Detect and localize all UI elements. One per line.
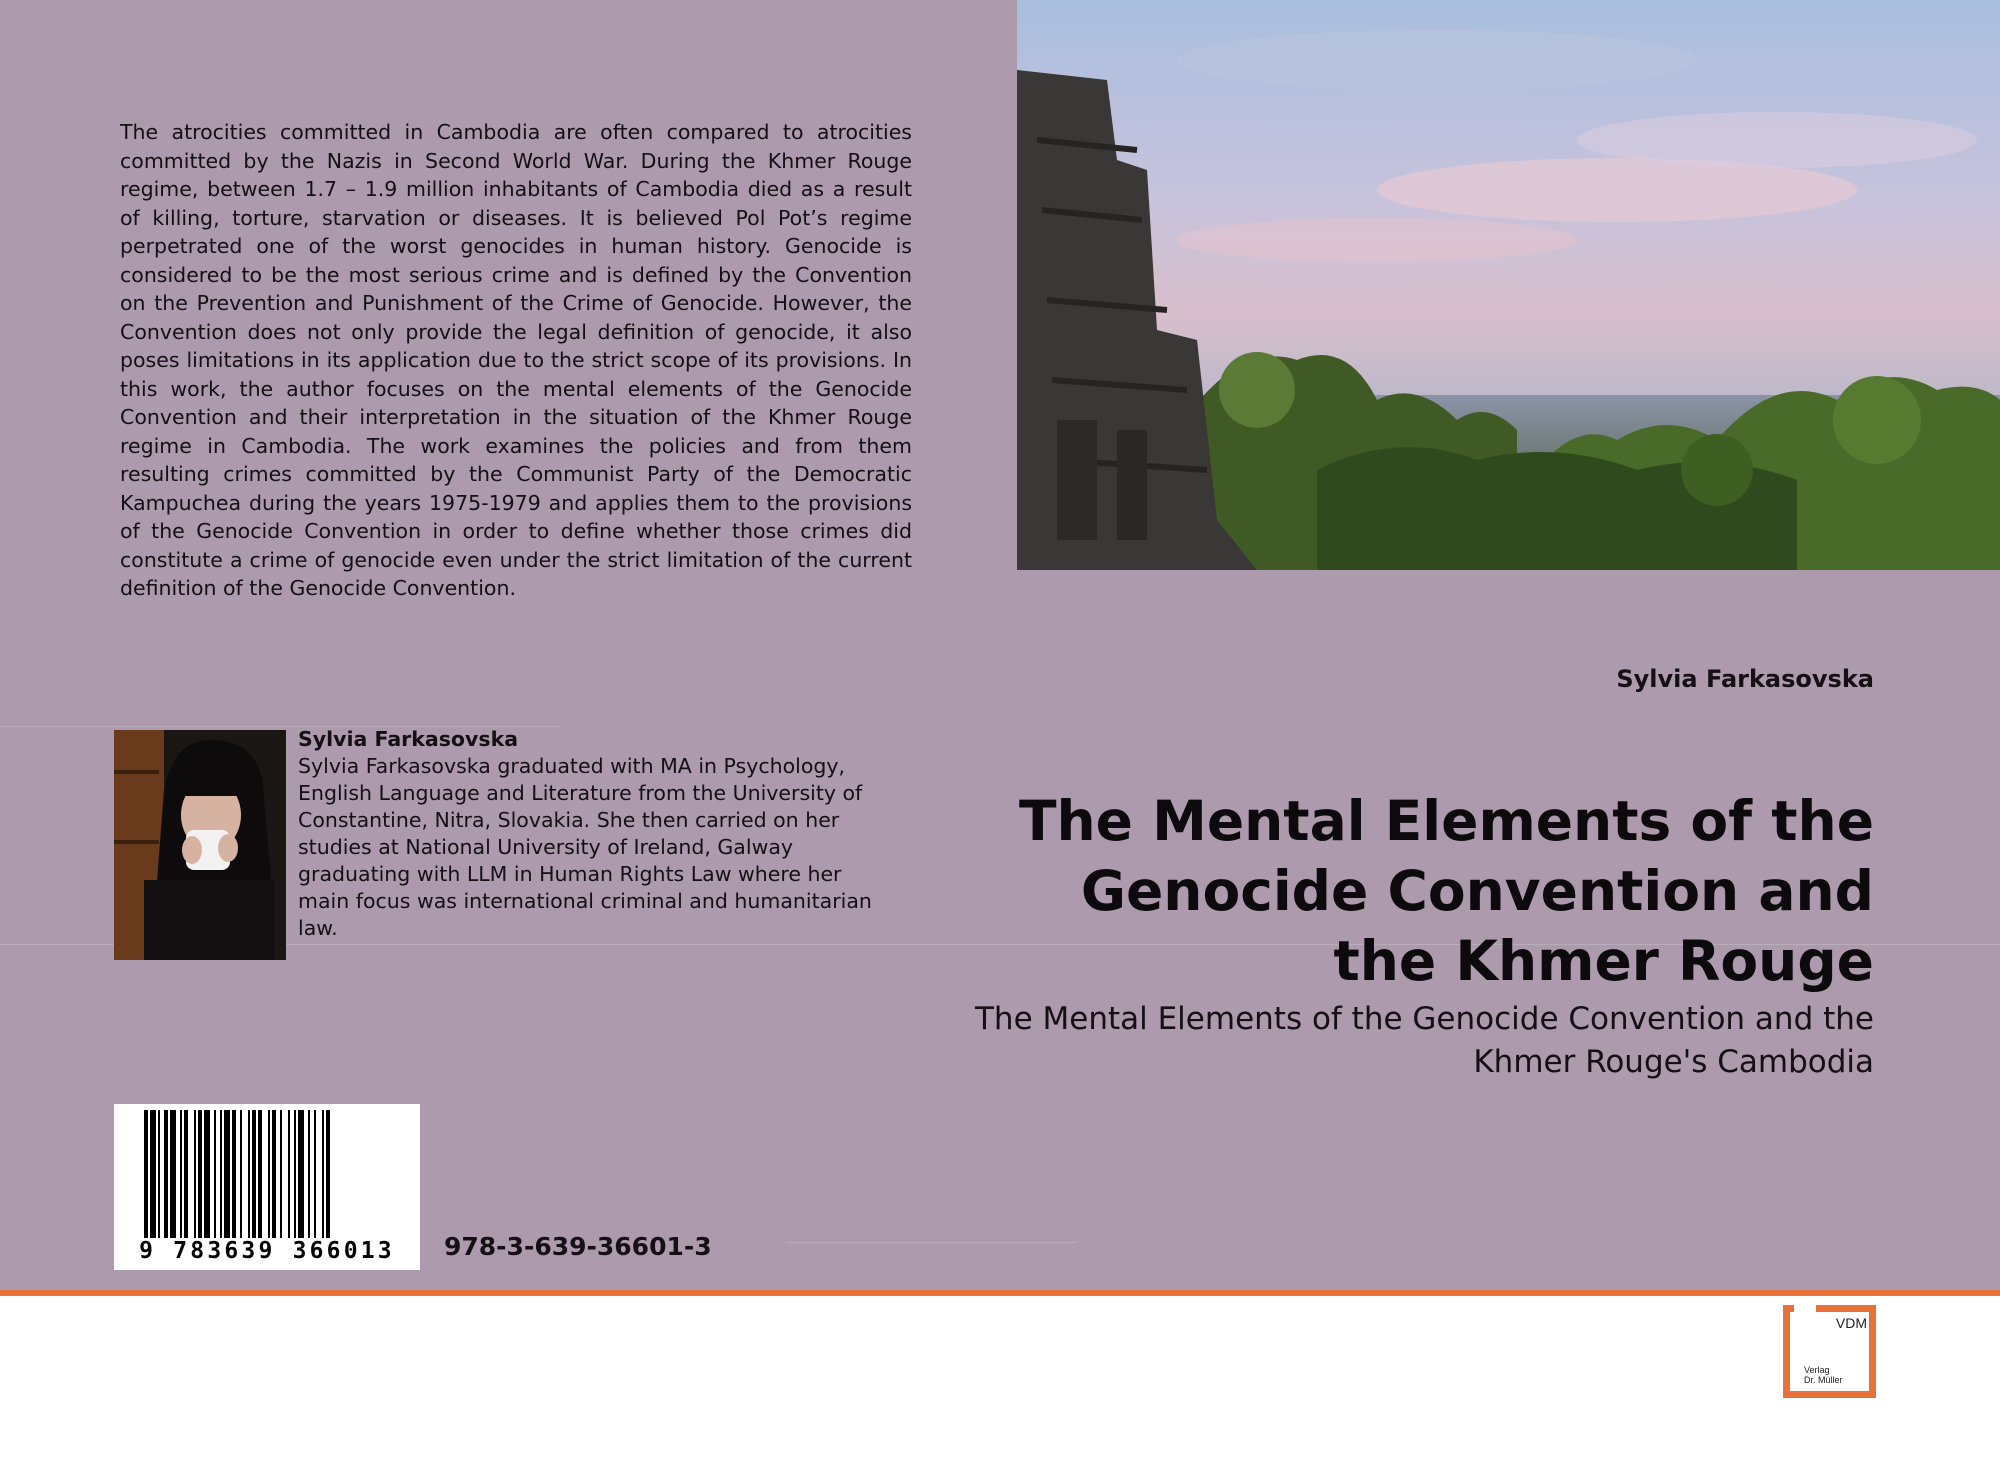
barcode-bar xyxy=(194,1110,196,1238)
barcode-bar xyxy=(314,1110,316,1238)
barcode-bar xyxy=(288,1110,290,1238)
barcode-bar xyxy=(164,1110,168,1238)
bio-author-name: Sylvia Farkasovska xyxy=(298,727,519,751)
vdm-logo xyxy=(1783,1305,1876,1398)
barcode-bar xyxy=(258,1110,262,1238)
publisher-name: VDM xyxy=(1835,1315,1867,1331)
publisher-subtitle xyxy=(1804,1365,1843,1385)
barcode-digits: 9 783639 366013 xyxy=(139,1238,395,1264)
author-bio xyxy=(298,726,878,942)
divider-line xyxy=(786,1242,1076,1243)
publisher-stripe xyxy=(0,1290,2000,1296)
barcode-bar xyxy=(150,1110,156,1238)
author-portrait-photo xyxy=(114,730,286,960)
barcode-bar xyxy=(198,1110,202,1238)
publisher-sub-line1: Verlag xyxy=(1804,1365,1830,1375)
book-title: The Mental Elements of the Genocide Convention and the Khmer Rouge xyxy=(1019,789,1874,993)
front-author-name: Sylvia Farkasovska xyxy=(1616,665,1874,693)
barcode-bar xyxy=(220,1110,222,1238)
barcode-bar xyxy=(184,1110,188,1238)
barcode-bar xyxy=(144,1110,148,1238)
book-subtitle: The Mental Elements of the Genocide Convention and the Khmer Rouge's Cambodia xyxy=(975,1001,1874,1080)
barcode-bar xyxy=(308,1110,310,1238)
barcode-bar xyxy=(180,1110,182,1238)
barcode-bar xyxy=(280,1110,282,1238)
barcode-bar xyxy=(322,1110,324,1238)
barcode-bar xyxy=(326,1110,330,1238)
barcode-bar xyxy=(158,1110,160,1238)
barcode-bar xyxy=(232,1110,236,1238)
barcode-bar xyxy=(240,1110,242,1238)
barcode-bar xyxy=(248,1110,250,1238)
back-cover-blurb: The atrocities committed in Cambodia are often compared to atrocities committed by the Nazis in Second World War. During the Khmer Rouge regime, between 1.7 – 1.9 million inhabitants of Cambodia died as a result of killing, torture, starvation or diseases. It is believed Pol Pot’s regime perpetrated one of the worst genocides in human history. Genocide is considered to be the most serious crime and is defined by the Convention on the Prevention and Punishment of the Crime of Genocide. However, the Convention does not only provide the legal definition of genocide, it also poses limitations in its application due to the strict scope of its provisions. In this work, the author focuses on the mental elements of the Genocide Convention and their interpretation in the situation of the Khmer Rouge regime in Cambodia. The work examines the policies and from them resulting crimes committed by the Communist Party of the Democratic Kampuchea during the years 1975-1979 and applies them to the provisions of the Genocide Convention in order to define whether those crimes did constitute a crime of genocide even under the strict limitation of the current definition of the Genocide Convention. xyxy=(120,120,912,600)
barcode-bar xyxy=(268,1110,270,1238)
bio-text: Sylvia Farkasovska graduated with MA in Psychology, English Language and Literature from the University of Constantine, Nitra, Slovakia. She then carried on her studies at National University of Ireland, Galway graduating with LLM in Human Rights Law where her main focus was international criminal and humanitarian law. xyxy=(298,754,872,940)
barcode-bar xyxy=(272,1110,276,1238)
temple-landscape-photo xyxy=(1017,0,2000,570)
isbn-barcode xyxy=(114,1104,420,1270)
isbn-number: 978-3-639-36601-3 xyxy=(444,1232,712,1261)
barcode-bar xyxy=(294,1110,296,1238)
barcode-bar xyxy=(252,1110,256,1238)
barcode-bar xyxy=(298,1110,304,1238)
publisher-sub-line2: Dr. Müller xyxy=(1804,1375,1843,1385)
barcode-bar xyxy=(204,1110,210,1238)
barcode-bar xyxy=(170,1110,176,1238)
barcode-bar xyxy=(224,1110,230,1238)
barcode-bar xyxy=(214,1110,216,1238)
